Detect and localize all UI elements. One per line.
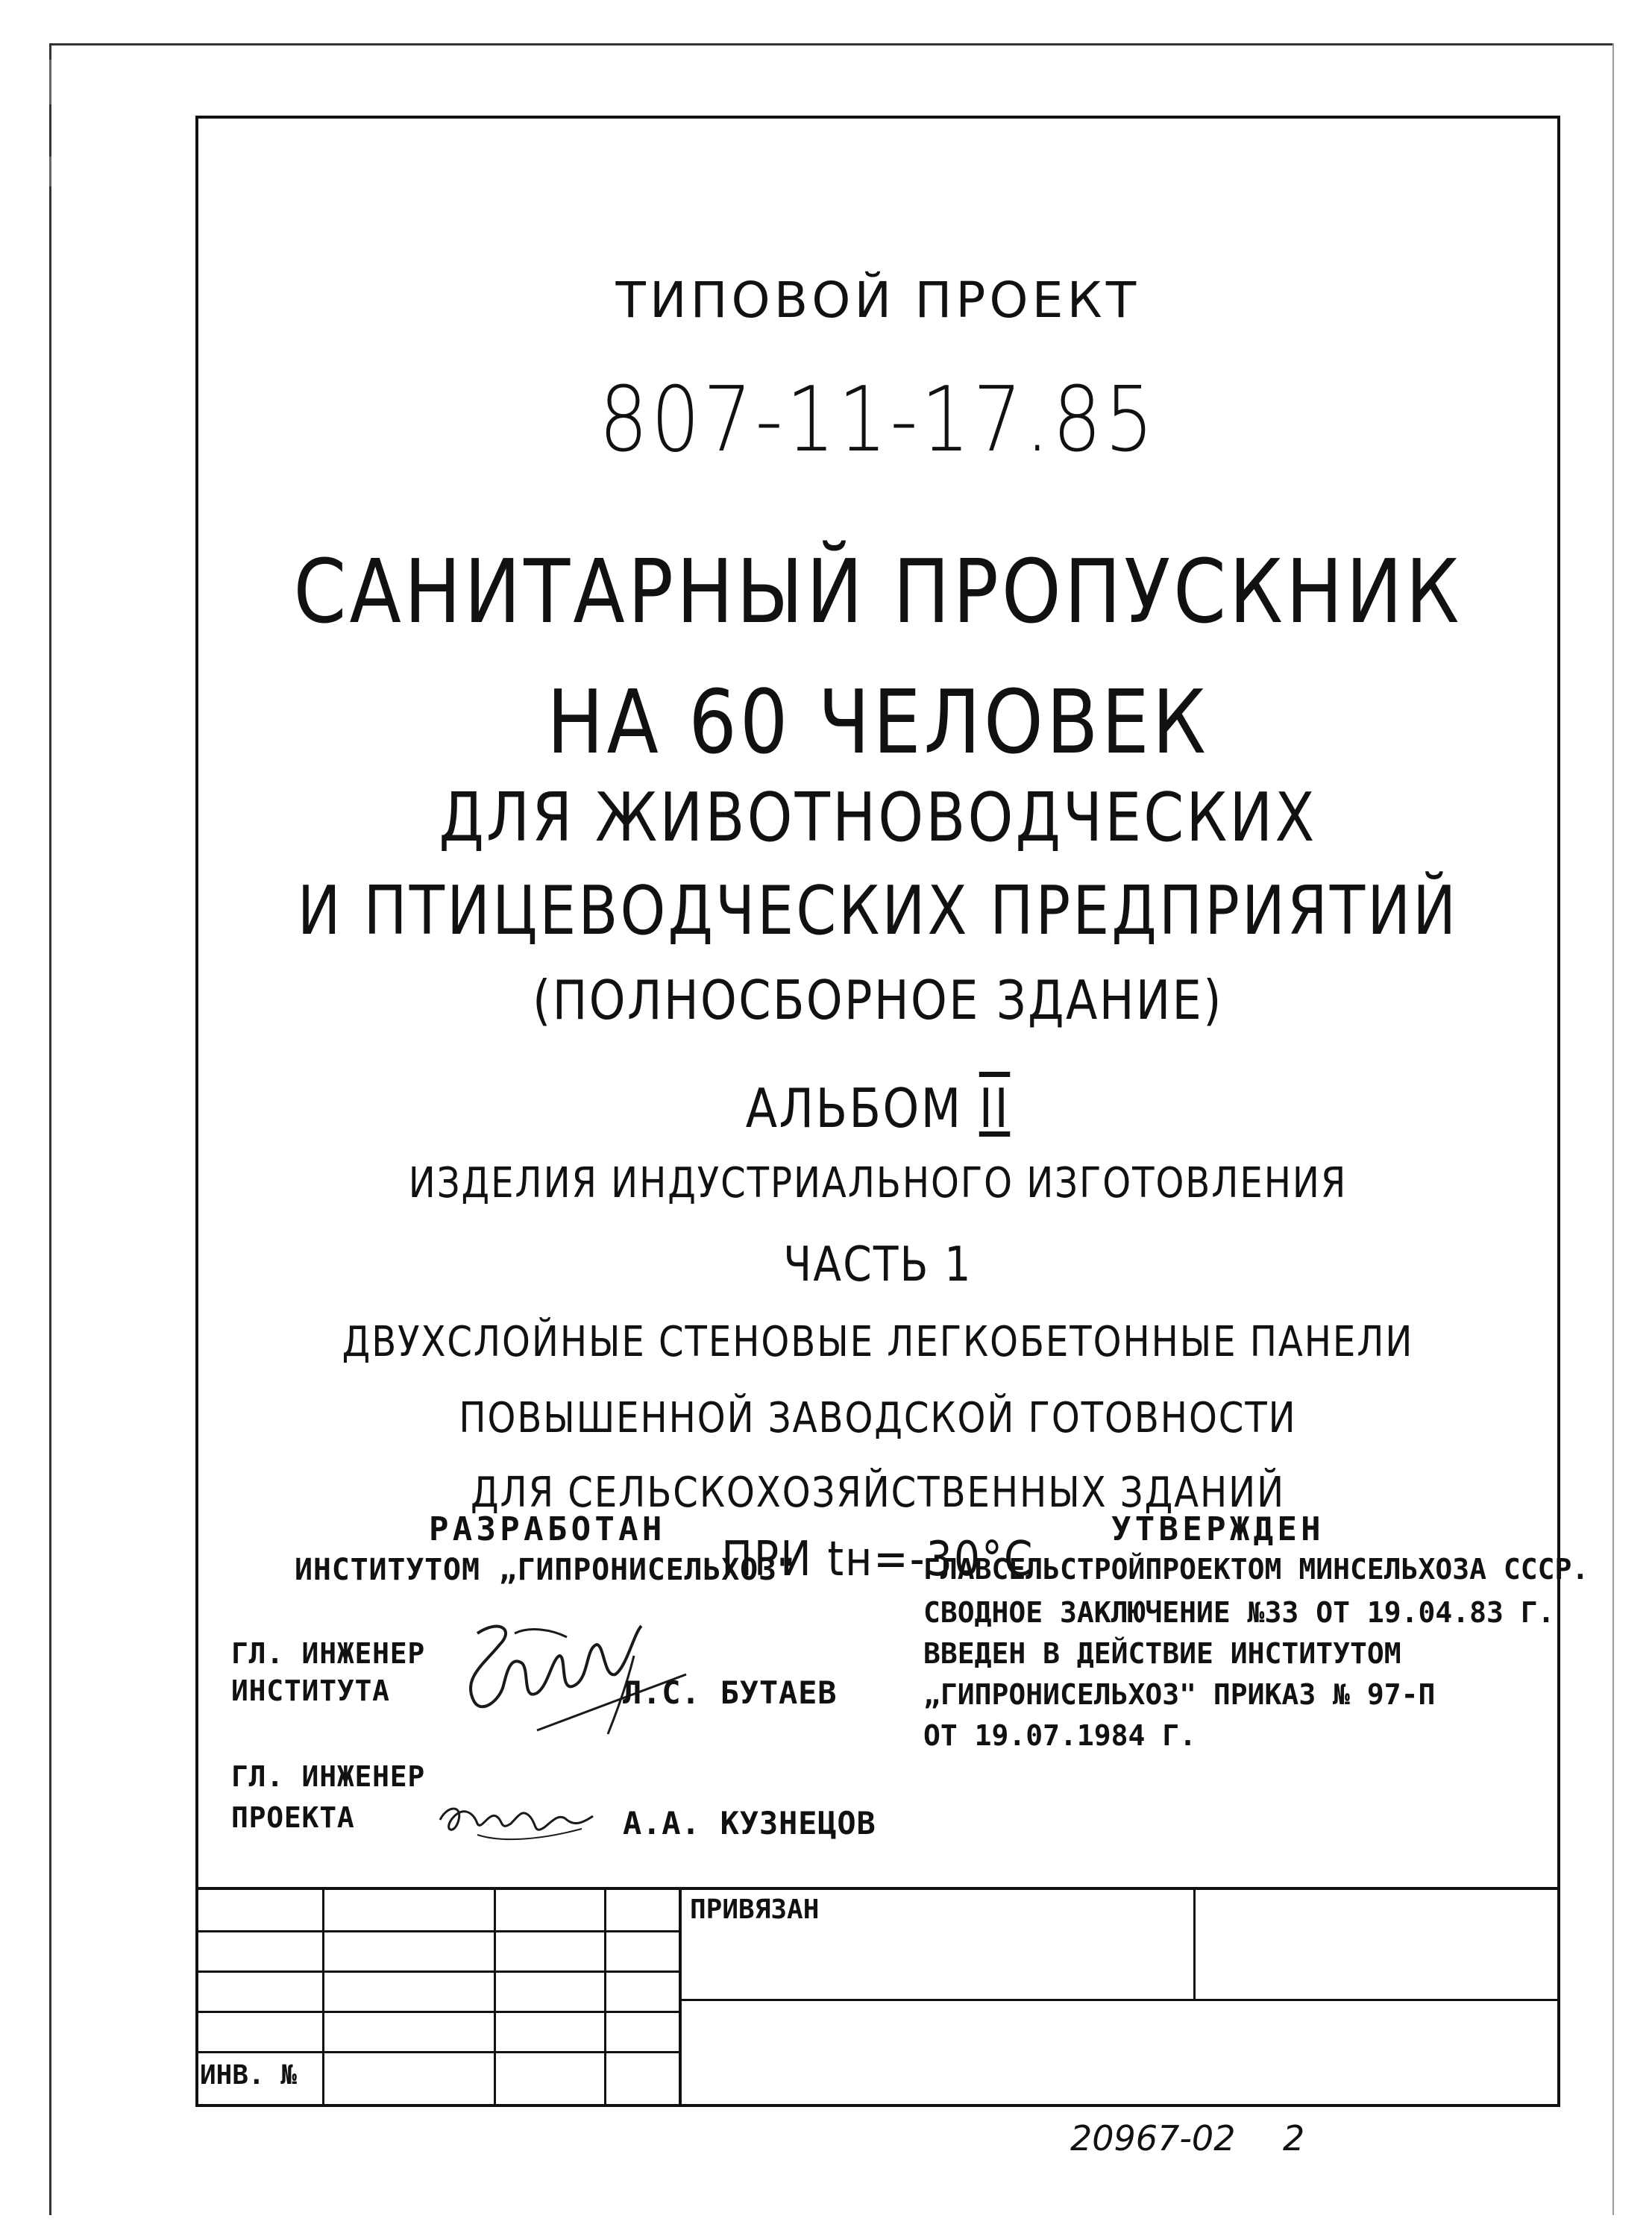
approved-line-5: ОТ 19.07.1984 Г. [923, 1719, 1197, 1752]
part-line-2: ПОВЫШЕННОЙ ЗАВОДСКОЙ ГОТОВНОСТИ [459, 1394, 1297, 1442]
part-line-4: ПРИ tн=-30°C [721, 1532, 1034, 1587]
outer-frame-right-edge [1612, 43, 1614, 2215]
chief-engineer-project-name: А.А. КУЗНЕЦОВ [623, 1805, 876, 1841]
sheet-number: 2 [1283, 2118, 1305, 2158]
archive-number: 20967-02 [1070, 2118, 1236, 2158]
part-label: ЧАСТЬ 1 [783, 1237, 973, 1293]
part-line-3: ДЛЯ СЕЛЬСКОХОЗЯЙСТВЕННЫХ ЗДАНИЙ [470, 1469, 1286, 1517]
signature-kuznetsov [433, 1783, 604, 1850]
album-label: АЛЬБОМ [745, 1077, 963, 1140]
title-line-3: ДЛЯ ЖИВОТНОВОДЧЕСКИХ [439, 779, 1317, 857]
approved-line-1: ГЛАВСЕЛЬСТРОЙПРОЕКТОМ МИНСЕЛЬХОЗА СССР. [923, 1553, 1589, 1586]
chief-engineer-project-label-1: ГЛ. ИНЖЕНЕР [231, 1760, 426, 1793]
title-line-1: САНИТАРНЫЙ ПРОПУСКНИК [293, 540, 1463, 643]
edge-mark [49, 60, 51, 104]
attached-label: ПРИВЯЗАН [690, 1894, 820, 1925]
title-line-2: НА 60 ЧЕЛОВЕК [547, 671, 1209, 773]
title-line-4: И ПТИЦЕВОДЧЕСКИХ ПРЕДПРИЯТИЙ [297, 872, 1459, 950]
album-subtitle: ИЗДЕЛИЯ ИНДУСТРИАЛЬНОГО ИЗГОТОВЛЕНИЯ [408, 1159, 1348, 1208]
edge-mark [49, 157, 51, 186]
album-number: II [979, 1077, 1011, 1140]
project-number: 807-11-17.85 [599, 368, 1157, 472]
developed-title: РАЗРАБОТАН [429, 1510, 666, 1548]
album-heading [294, 1077, 1463, 1140]
approved-line-3: ВВЕДЕН В ДЕЙСТВИЕ ИНСТИТУТОМ [923, 1637, 1401, 1670]
project-type: ТИПОВОЙ ПРОЕКТ [615, 271, 1140, 329]
title-line-5: (ПОЛНОСБОРНОЕ ЗДАНИЕ) [533, 969, 1223, 1031]
approved-title: УТВЕРЖДЕН [1111, 1510, 1325, 1548]
chief-engineer-institute-label-2: ИНСТИТУТА [231, 1674, 390, 1707]
stamp-grid [195, 1887, 1560, 2107]
approved-line-2: СВОДНОЕ ЗАКЛЮЧЕНИЕ №33 ОТ 19.04.83 Г. [923, 1596, 1555, 1629]
chief-engineer-project-label-2: ПРОЕКТА [231, 1801, 355, 1834]
chief-engineer-institute-label-1: ГЛ. ИНЖЕНЕР [231, 1637, 426, 1670]
developed-institute: ИНСТИТУТОМ „ГИПРОНИСЕЛЬХОЗ" [295, 1553, 796, 1587]
part-line-1: ДВУХСЛОЙНЫЕ СТЕНОВЫЕ ЛЕГКОБЕТОННЫЕ ПАНЕЛИ [342, 1318, 1414, 1366]
inner-frame [195, 116, 1560, 2107]
inventory-label: ИНВ. № [200, 2060, 298, 2091]
chief-engineer-institute-name: Л.С. БУТАЕВ [623, 1674, 838, 1711]
approved-line-4: „ГИПРОНИСЕЛЬХОЗ" ПРИКАЗ № 97-П [923, 1678, 1436, 1711]
